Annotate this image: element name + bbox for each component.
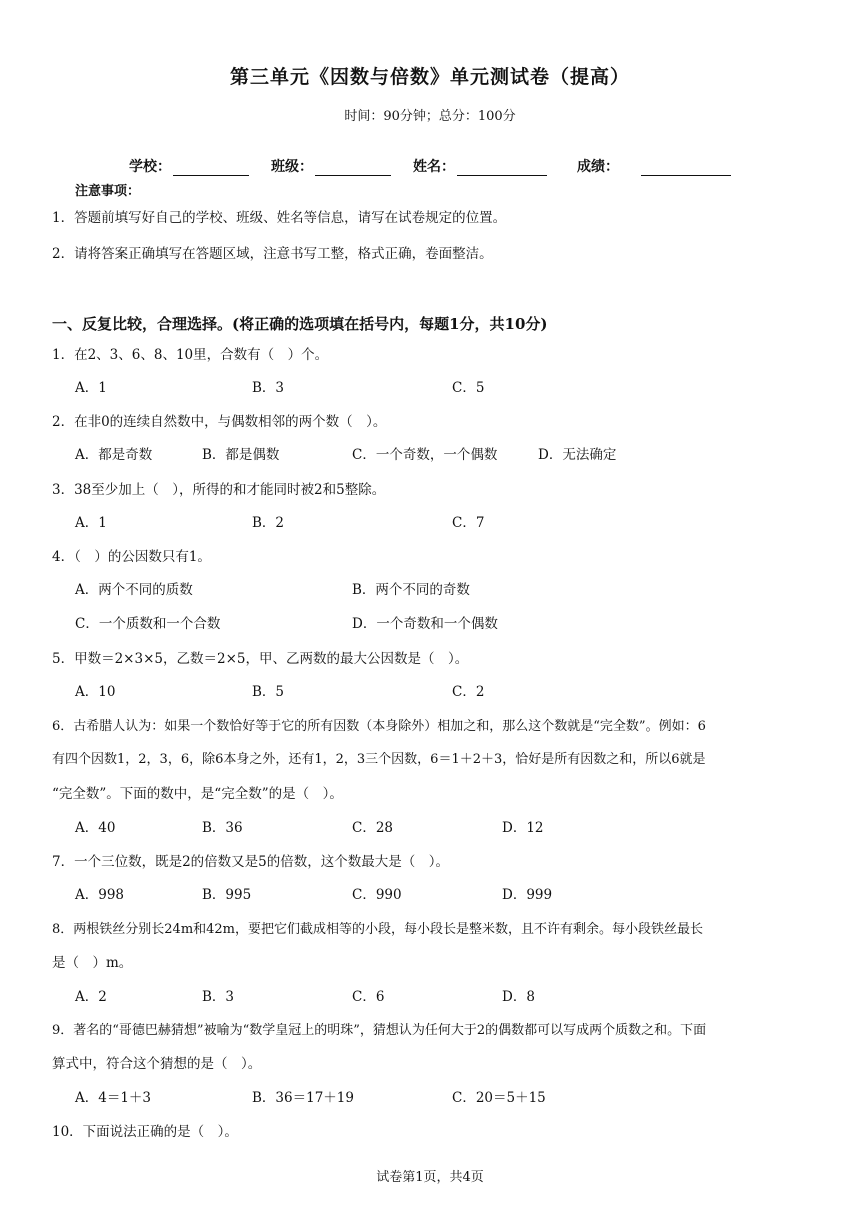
question-9-line: 9．著名的“哥德巴赫猜想”被喻为“数学皇冠上的明珠”，猜想认为任何大于2的偶数都可以写成两个质数之和。下面: [52, 1023, 707, 1038]
score-label: 成绩：: [577, 159, 619, 175]
score-blank[interactable]: [641, 159, 731, 176]
question-4: 4．（ ）的公因数只有1。: [52, 549, 211, 565]
option-d: D．一个奇数和一个偶数: [352, 616, 498, 632]
option-b: B．5: [252, 684, 285, 700]
option-d: D．999: [502, 887, 553, 903]
option-b: B．两个不同的奇数: [352, 582, 470, 598]
question-3: 3．38至少加上（ ），所得的和才能同时被2和5整除。: [52, 482, 386, 498]
option-a: A．都是奇数: [75, 447, 153, 463]
option-a: A．1: [75, 380, 107, 396]
question-7: 7．一个三位数，既是2的倍数又是5的倍数，这个数最大是（ ）。: [52, 854, 450, 870]
option-a: A．1: [75, 515, 107, 531]
class-field: [271, 156, 391, 176]
question-2: 2．在非0的连续自然数中，与偶数相邻的两个数（ ）。: [52, 414, 387, 430]
question-5: 5．甲数＝2×3×5，乙数＝2×5，甲、乙两数的最大公因数是（ ）。: [52, 651, 469, 667]
school-field: [129, 156, 249, 176]
section-heading: 一、反复比较，合理选择。(将正确的选项填在括号内，每题1分，共10分): [52, 315, 548, 333]
option-b: B．36: [202, 820, 243, 836]
option-a: A．998: [75, 887, 125, 903]
option-d: D．12: [502, 820, 544, 836]
option-d: D．8: [502, 989, 535, 1005]
option-a: A．10: [75, 684, 116, 700]
question-8-line: 8．两根铁丝分别长24m和42m，要把它们截成相等的小段，每小段长是整米数，且不许有剩余。每小段铁丝最长: [52, 922, 704, 937]
school-label: 学校：: [129, 159, 171, 175]
option-b: B．3: [202, 989, 235, 1005]
question-6-line: 有四个因数1，2，3，6，除6本身之外，还有1，2，3三个因数，6＝1＋2＋3，恰好是所有因数之和，所以6就是: [52, 752, 706, 767]
option-d: D．无法确定: [538, 447, 617, 463]
question-6-line: 6．古希腊人认为：如果一个数恰好等于它的所有因数（本身除外）相加之和，那么这个数就是“完全数”。例如：6: [52, 719, 706, 734]
option-c: C．一个质数和一个合数: [75, 616, 221, 632]
school-blank[interactable]: [173, 159, 249, 176]
option-a: A．两个不同的质数: [75, 582, 193, 598]
option-a: A．2: [75, 989, 107, 1005]
option-b: B．都是偶数: [202, 447, 280, 463]
option-a: A．4＝1＋3: [75, 1090, 152, 1106]
option-b: B．3: [252, 380, 285, 396]
option-c: C．一个奇数，一个偶数: [352, 447, 498, 463]
student-info-row: [0, 156, 860, 176]
page-title: 第三单元《因数与倍数》单元测试卷（提高）: [229, 66, 630, 88]
notice-item: 1．答题前填写好自己的学校、班级、姓名等信息，请写在试卷规定的位置。: [52, 210, 507, 226]
question-9-line: 算式中，符合这个猜想的是（ ）。: [52, 1056, 262, 1072]
question-1: 1．在2、3、6、8、10里，合数有（ ）个。: [52, 347, 329, 363]
option-c: C．7: [452, 515, 485, 531]
page-footer: 试卷第1页，共4页: [376, 1170, 484, 1185]
option-c: C．990: [352, 887, 402, 903]
class-blank[interactable]: [315, 159, 391, 176]
notice-item: 2．请将答案正确填写在答题区域，注意书写工整，格式正确，卷面整洁。: [52, 246, 493, 262]
option-c: C．2: [452, 684, 485, 700]
question-6-line: “完全数”。下面的数中，是“完全数”的是（ ）。: [52, 786, 343, 802]
option-b: B．36＝17＋19: [252, 1090, 354, 1106]
option-b: B．2: [252, 515, 285, 531]
option-c: C．5: [452, 380, 485, 396]
score-field: [577, 156, 731, 176]
exam-time-score: 时间：90分钟；总分：100分: [344, 109, 516, 124]
option-c: C．28: [352, 820, 394, 836]
class-label: 班级：: [271, 159, 313, 175]
option-c: C．6: [352, 989, 385, 1005]
name-field: [413, 156, 547, 176]
notice-heading: 注意事项：: [75, 184, 141, 199]
question-8-line: 是（ ）m。: [52, 955, 133, 971]
name-label: 姓名：: [413, 159, 455, 175]
question-10: 10．下面说法正确的是（ ）。: [52, 1124, 238, 1140]
name-blank[interactable]: [457, 159, 547, 176]
option-a: A．40: [75, 820, 116, 836]
option-b: B．995: [202, 887, 252, 903]
option-c: C．20＝5＋15: [452, 1090, 546, 1106]
